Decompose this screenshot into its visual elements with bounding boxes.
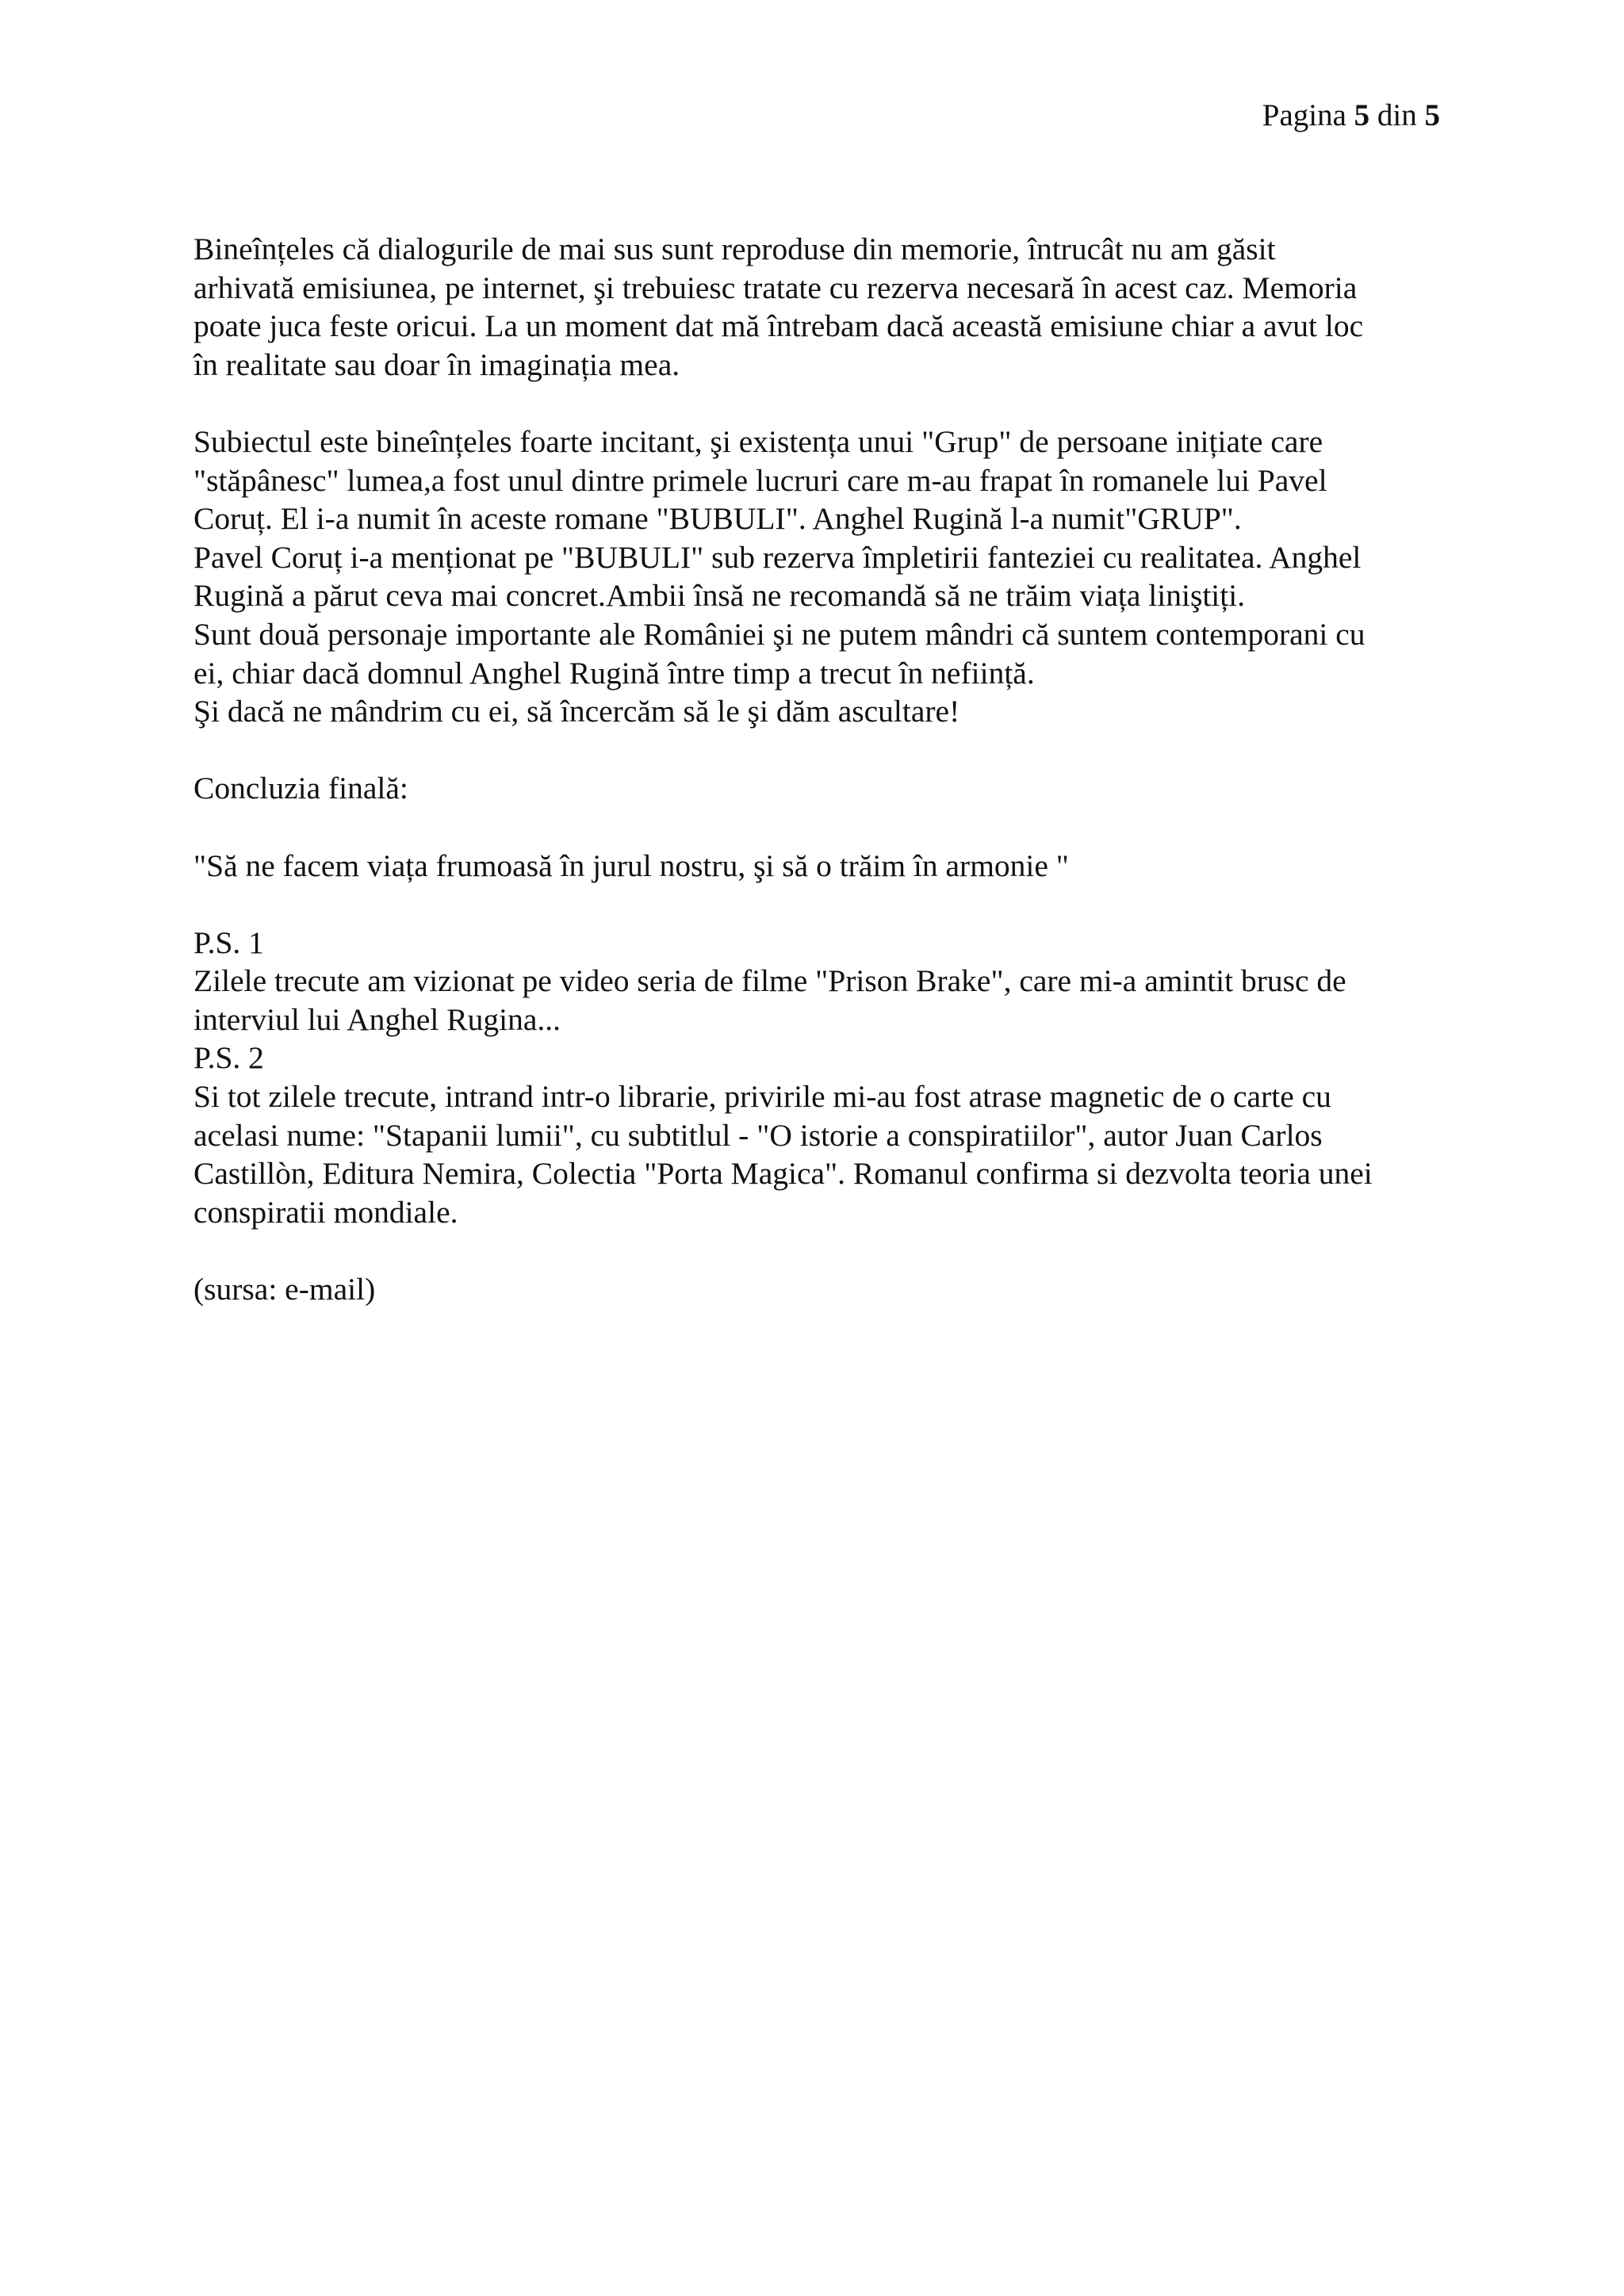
text-line: Bineînțeles că dialogurile de mai sus sunt reproduse din memorie, întrucât nu am găsit [193,232,1276,266]
text-line: Subiectul este bineînțeles foarte incitant, şi existența unui "Grup" de persoane inițiate care [193,423,1323,459]
text-line: conspiratii mondiale. [193,1194,458,1230]
total-pages-number: 5 [1424,98,1440,132]
text-line: Castillòn, Editura Nemira, Colectia "Porta Magica". Romanul confirma si dezvolta teoria unei [193,1156,1373,1192]
current-page-number: 5 [1354,98,1370,132]
text-line: ei, chiar dacă domnul Anghel Rugină între timp a trecut în neființă. [193,655,1035,691]
text-line: acelasi nume: "Stapanii lumii", cu subtitlul - "O istorie a conspiratiilor", autor Juan Carlos [193,1117,1323,1153]
text-line: Coruț. El i-a numit în aceste romane "BUBULI". Anghel Rugină l-a numit"GRUP". [193,501,1242,537]
paragraph-source [193,1270,1462,1309]
text-line: Şi dacă ne mândrim cu ei, să încercăm să le şi dăm ascultare! [193,694,960,729]
text-line: Pavel Coruț i-a menționat pe "BUBULI" sub rezerva împletirii fanteziei cu realitatea. Anghel [193,539,1362,575]
paragraph-subject [193,423,1462,731]
page-of-label: din [1377,98,1417,132]
text-line: Rugină a părut ceva mai concret.Ambii însă ne recomandă să ne trăim viața liniştiți. [193,578,1246,614]
page-number [1262,95,1440,136]
paragraph-conclusion-heading [193,769,1462,808]
text-line: P.S. 1 [193,924,264,960]
text-line: arhivată emisiunea, pe internet, şi trebuiesc tratate cu rezerva necesară în acest caz. Memoria [193,270,1358,305]
text-line: (sursa: e-mail) [193,1272,376,1307]
text-line: poate juca feste oricui. La un moment dat mă întrebam dacă această emisiune chiar a avut loc [193,308,1364,344]
text-line: Concluzia finală: [193,771,408,806]
text-line: "Să ne facem viața frumoasă în jurul nostru, şi să o trăim în armonie " [193,848,1069,883]
text-line: "stăpânesc" lumea,a fost unul dintre primele lucruri care m-au frapat în romanele lui Pavel [193,462,1327,498]
paragraph-memory-note [193,230,1462,384]
document-body [193,230,1462,1347]
page-label: Pagina [1262,98,1346,132]
text-line: Sunt două personaje importante ale României şi ne putem mândri că suntem contemporani cu [193,616,1365,652]
text-line: Zilele trecute am vizionat pe video seria de filme "Prison Brake", care mi-a amintit brusc de [193,963,1346,999]
text-line: Si tot zilele trecute, intrand intr-o librarie, privirile mi-au fost atrase magnetic de o carte cu [193,1079,1331,1115]
text-line: în realitate sau doar în imaginația mea. [193,346,680,382]
text-line: P.S. 2 [193,1040,264,1076]
text-line: interviul lui Anghel Rugina... [193,1001,561,1037]
paragraph-conclusion-quote [193,847,1462,886]
paragraph-postscripts [193,924,1462,1232]
